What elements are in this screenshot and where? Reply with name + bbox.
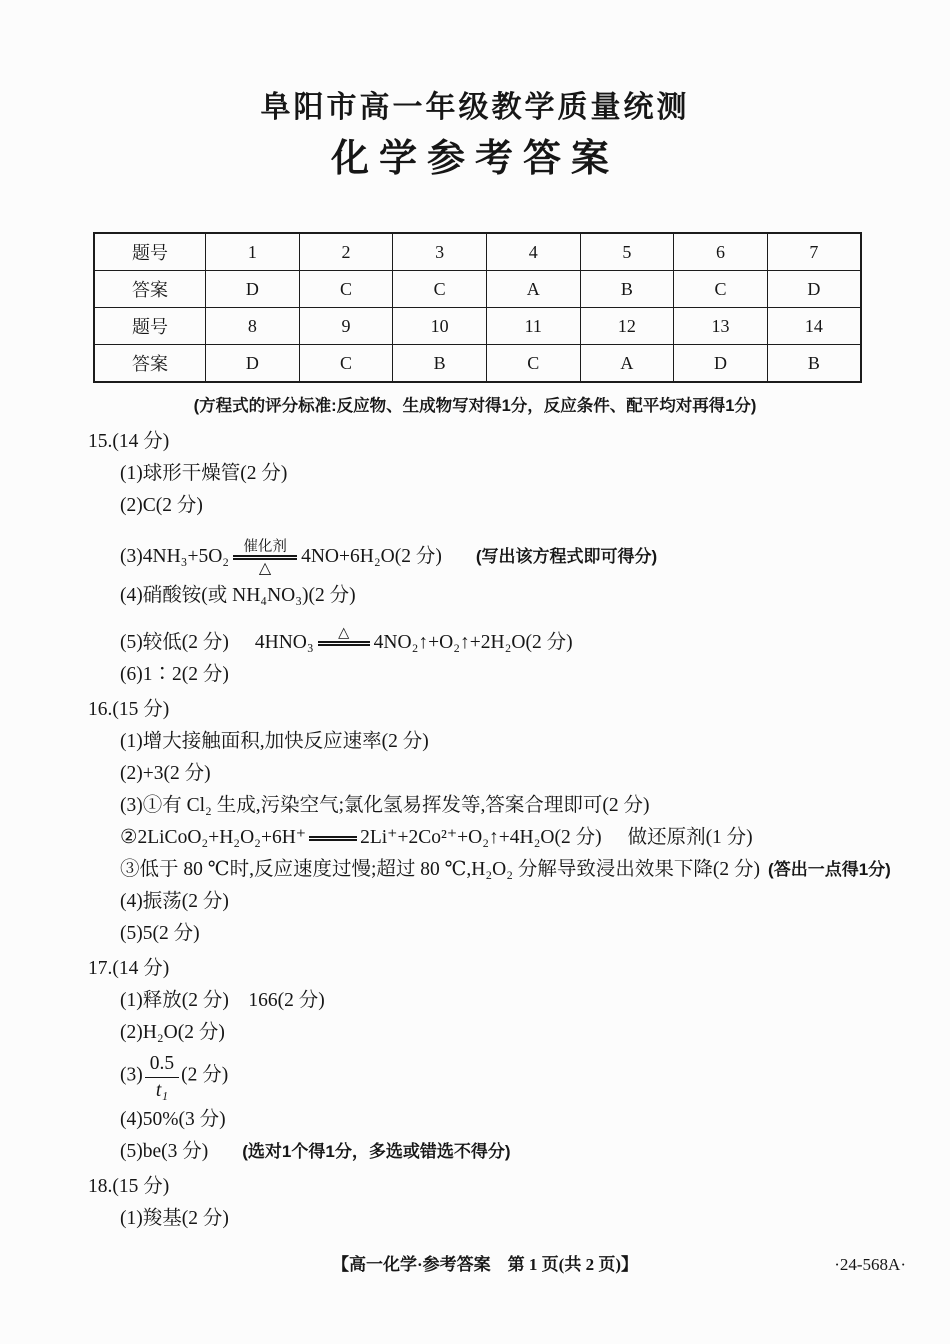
table-cell: A [486,271,580,308]
fraction-denominator: t₁ [155,1079,169,1101]
q16-header: 16.(15 分) [88,699,170,720]
table-cell: 1 [206,233,300,271]
equation-right: 4NO₂↑+O₂↑+2H₂O(2 分) [373,632,573,653]
table-row [94,271,861,308]
q16-answer-5: (5)5(2 分) [120,923,200,944]
q17-answer-1: (1)释放(2 分) 166(2 分) [120,990,325,1011]
table-cell: 3 [393,233,487,271]
table-cell: 2 [299,233,393,271]
grading-note: (方程式的评分标准:反应物、生成物写对得1分，反应条件、配平均对再得1分) [193,397,757,415]
answer-note: (选对1个得1分，多选或错选不得分) [242,1142,511,1161]
table-cell: D [206,271,300,308]
q17-answer-5 [120,1139,950,1164]
table-cell: D [674,345,768,383]
table-cell: B [393,345,487,383]
table-cell: 9 [299,308,393,345]
q16-answer-3-1: (3)①有 Cl₂ 生成,污染空气;氯化氢易挥发等,答案合理即可(2 分) [120,795,650,816]
table-cell: 7 [767,233,861,271]
fraction-numerator: 0.5 [145,1052,179,1078]
answer-text: (5)be(3 分) [120,1141,209,1162]
table-cell: 14 [767,308,861,345]
table-row [94,345,861,383]
table-cell: 13 [674,308,768,345]
table-cell: D [767,271,861,308]
q15-answer-5 [120,625,950,655]
equation-right: 4NO+6H₂O(2 分) [301,546,442,567]
table-cell: C [674,271,768,308]
double-line [309,836,357,841]
q15-answer-4: (4)硝酸铵(或 NH₄NO₃)(2 分) [120,585,356,606]
page-title-line2: 化学参考答案 [330,138,619,180]
footer-paper-code: ·24-568A· [834,1255,906,1274]
equation-left: ②2LiCoO₂+H₂O₂+6H⁺ [120,827,307,848]
reaction-condition-equals [233,539,297,578]
table-cell: C [299,271,393,308]
heat-triangle-icon: △ [338,625,350,642]
table-cell: 12 [580,308,674,345]
table-row [94,308,861,345]
table-cell: D [206,345,300,383]
equation-right: 2Li⁺+2Co²⁺+O₂↑+4H₂O(2 分) [360,827,602,848]
q15-answer-3 [120,539,950,578]
equation-left: 4HNO₃ [254,632,314,653]
q15-header: 15.(14 分) [88,431,170,452]
q16-answer-4: (4)振荡(2 分) [120,891,229,912]
heat-triangle-icon: △ [258,560,272,578]
table-cell: C [299,345,393,383]
answer-text: ③低于 80 ℃时,反应速度过慢;超过 80 ℃,H₂O₂ 分解导致浸出效果下降(2 分) [120,859,761,880]
answer-tail: 做还原剂(1 分) [627,827,753,848]
row-header: 题号 [94,308,206,345]
row-header: 题号 [94,233,206,271]
q17-answer-3 [120,1052,950,1100]
q18-answer-1: (1)羧基(2 分) [120,1208,229,1229]
answer-table [93,232,862,383]
table-cell: C [393,271,487,308]
answer-prefix: (3) [120,1064,143,1086]
reaction-condition-equals [318,625,370,646]
table-cell: C [486,345,580,383]
page-title-line1: 阜阳市高一年级教学质量统测 [260,91,690,124]
table-cell: 11 [486,308,580,345]
table-cell: 4 [486,233,580,271]
catalyst-label: 催化剂 [243,539,287,556]
q16-answer-2: (2)+3(2 分) [120,763,211,784]
q15-answer-2: (2)C(2 分) [120,495,203,516]
q18-header: 18.(15 分) [88,1176,170,1197]
table-row [94,233,861,271]
fraction [145,1052,179,1100]
q16-answer-3-2 [120,825,950,850]
q15-answer-1: (1)球形干燥管(2 分) [120,463,288,484]
table-cell: A [580,345,674,383]
table-cell: 6 [674,233,768,271]
q17-answer-2: (2)H₂O(2 分) [120,1022,225,1043]
q17-answer-4: (4)50%(3 分) [120,1109,226,1130]
equation-left: (3)4NH₃+5O₂ [120,546,230,567]
q16-answer-3-3 [120,857,950,882]
table-cell: 5 [580,233,674,271]
answer-label: (5)较低(2 分) [120,632,229,653]
row-header: 答案 [94,271,206,308]
q17-header: 17.(14 分) [88,958,170,979]
answer-suffix: (2 分) [181,1064,229,1086]
table-cell: B [767,345,861,383]
equation-note: (写出该方程式即可得分) [475,547,658,566]
q16-answer-1: (1)增大接触面积,加快反应速率(2 分) [120,731,429,752]
row-header: 答案 [94,345,206,383]
footer-page-info: 【高一化学·参考答案 第 1 页(共 2 页)】 [332,1255,638,1274]
q15-answer-6: (6)1∶2(2 分) [120,664,229,685]
answer-note: (答出一点得1分) [768,860,891,879]
table-cell: 8 [206,308,300,345]
table-cell: B [580,271,674,308]
table-cell: 10 [393,308,487,345]
